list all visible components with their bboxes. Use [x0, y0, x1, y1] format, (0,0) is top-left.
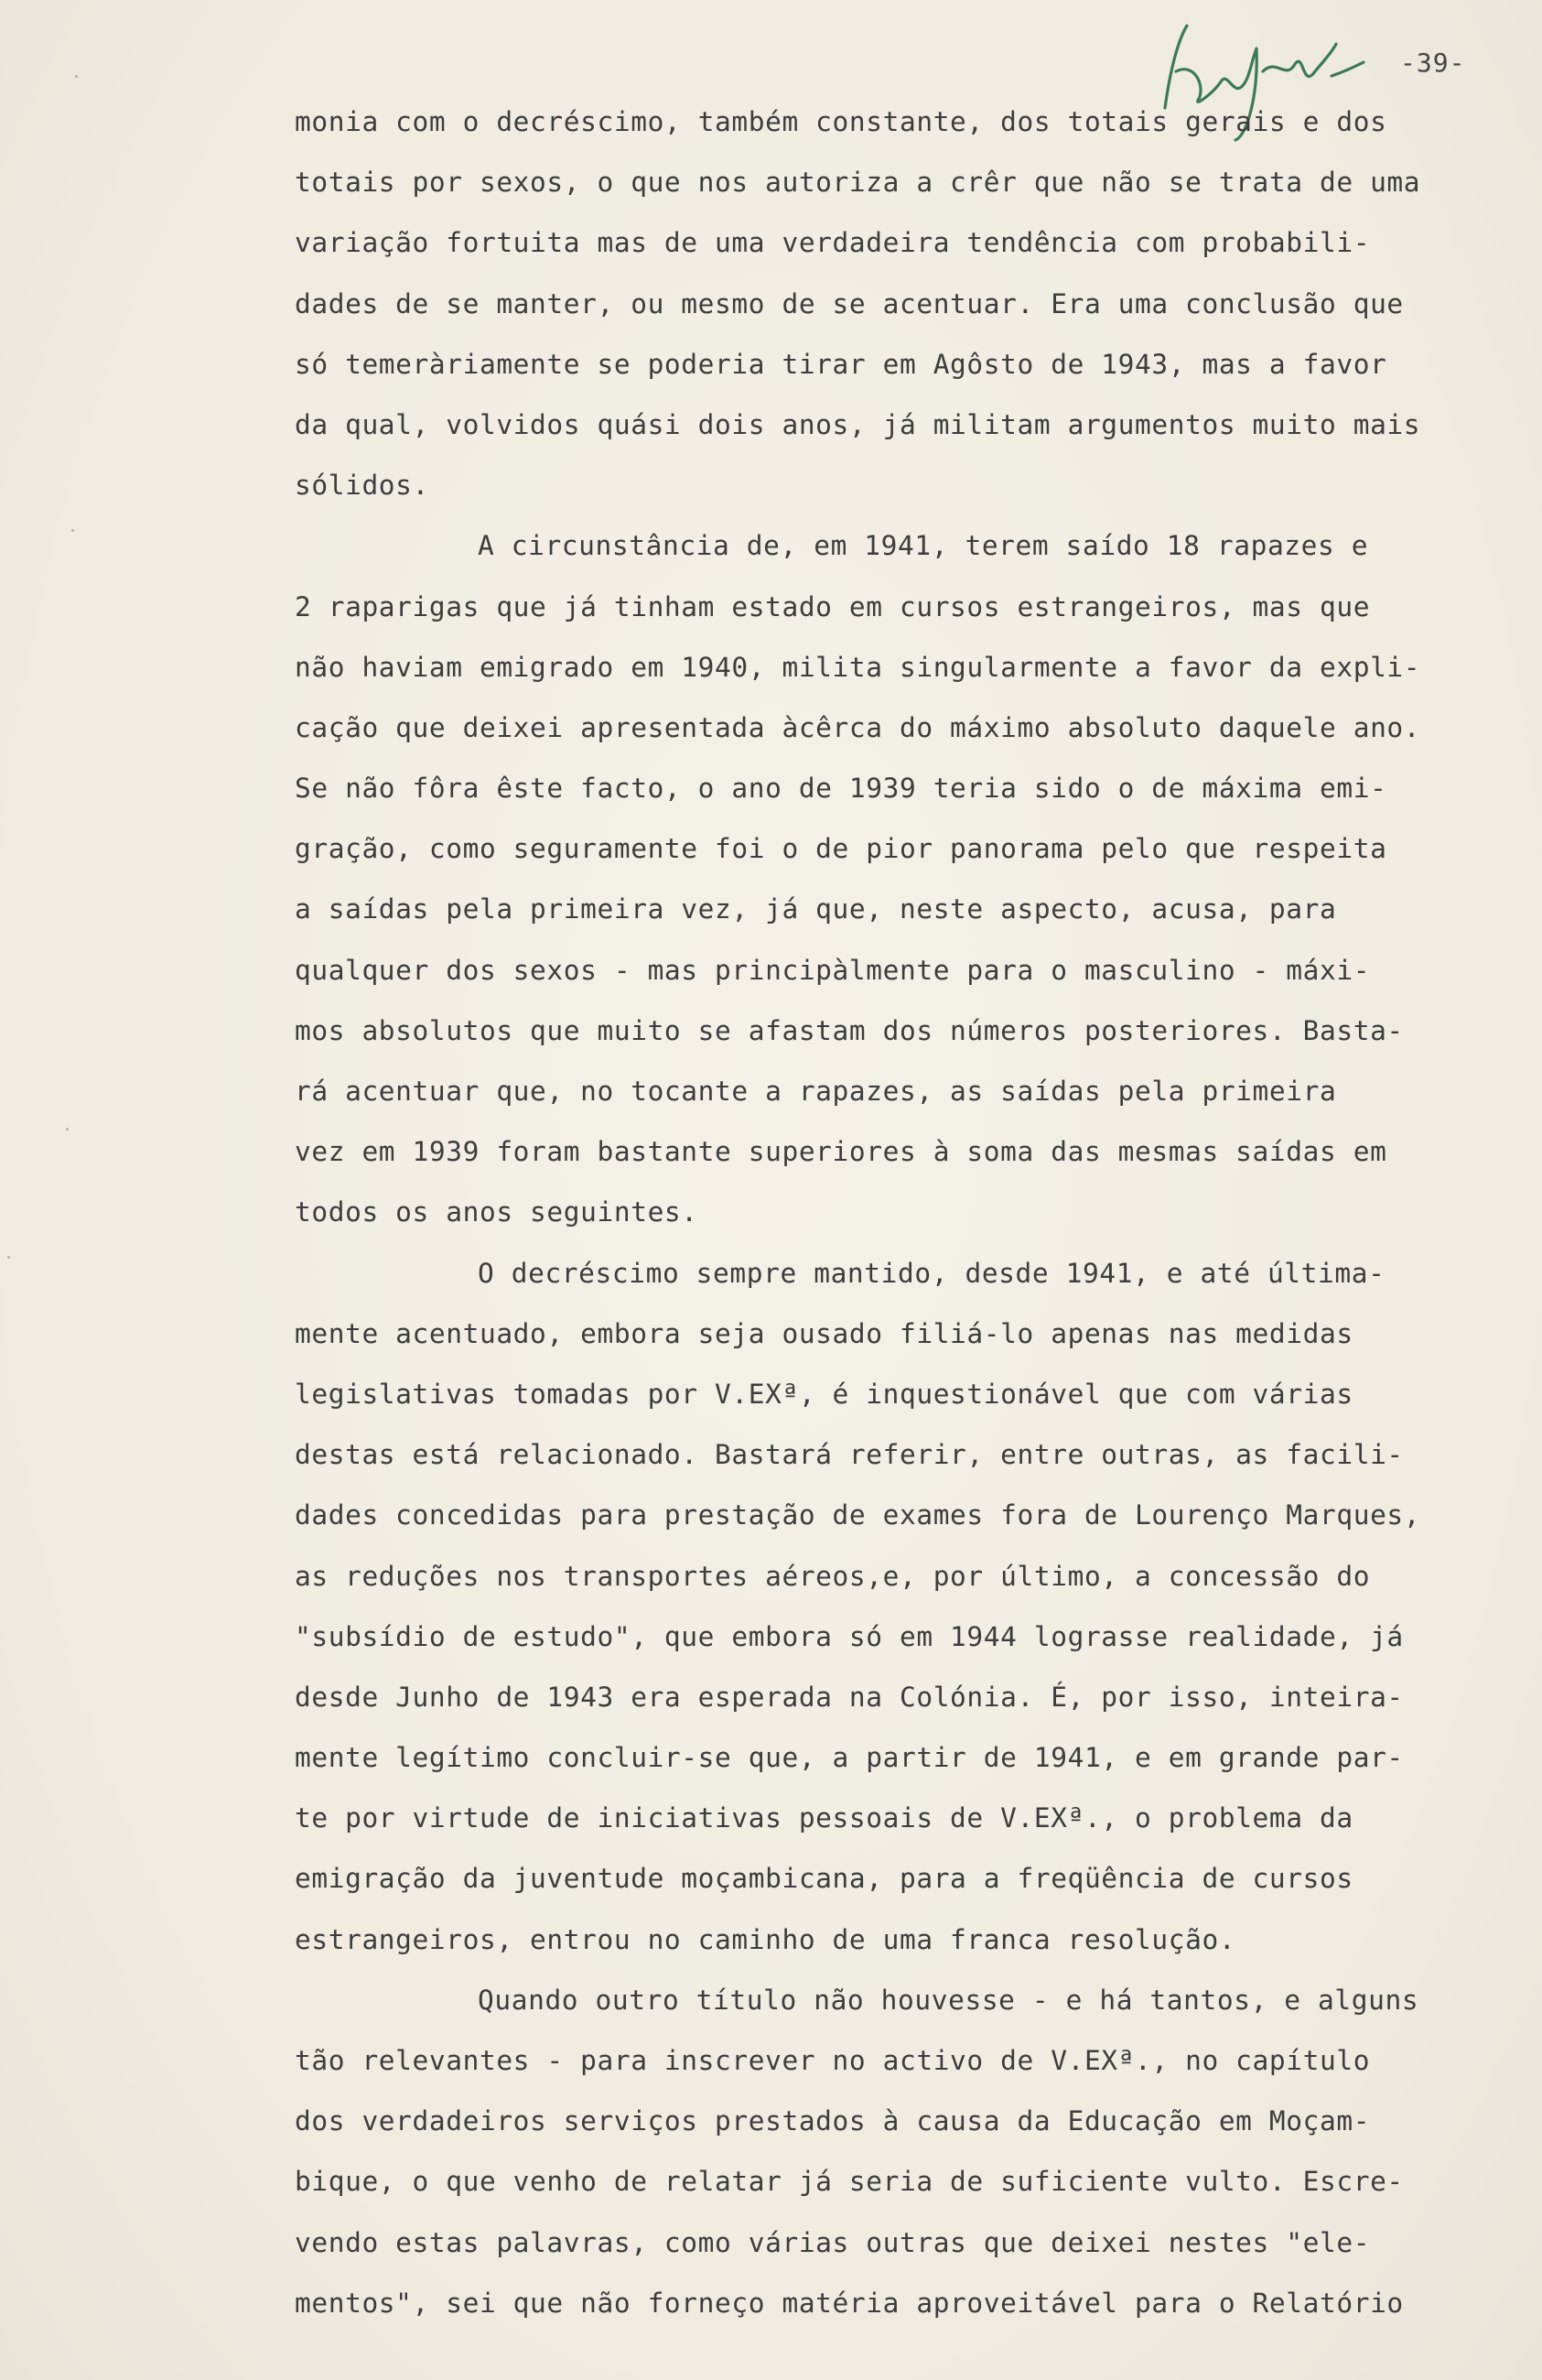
- text-line: Quando outro título não houvesse - e há tantos, e alguns: [478, 1984, 1419, 2016]
- text-line: só temeràriamente se poderia tirar em Agôsto de 1943, mas a favor: [295, 348, 1387, 380]
- text-line: emigração da juventude moçambicana, para a freqüência de cursos: [295, 1863, 1353, 1895]
- text-line: estrangeiros, entrou no caminho de uma franca resolução.: [295, 1923, 1236, 1955]
- text-line: mente legítimo concluir-se que, a partir de 1941, e em grande par-: [295, 1742, 1404, 1774]
- text-line: sólidos.: [295, 470, 429, 502]
- text-line: mos absolutos que muito se afastam dos números posteriores. Basta-: [295, 1014, 1404, 1046]
- text-line: a saídas pela primeira vez, já que, neste aspecto, acusa, para: [295, 893, 1337, 925]
- paper-speck: [7, 1256, 10, 1259]
- text-line: não haviam emigrado em 1940, milita singularmente a favor da expli-: [295, 651, 1421, 683]
- text-line: mente acentuado, embora seja ousado filiá-lo apenas nas medidas: [295, 1317, 1353, 1349]
- text-line: vez em 1939 foram bastante superiores à soma das mesmas saídas em: [295, 1136, 1387, 1168]
- text-line: A circunstância de, em 1941, terem saído 18 rapazes e: [478, 530, 1369, 562]
- text-line: "subsídio de estudo", que embora só em 1944 lograsse realidade, já: [295, 1620, 1404, 1652]
- paper-speck: [66, 1128, 69, 1130]
- paragraph-4: [295, 1970, 1526, 2333]
- text-line: Se não fôra êste facto, o ano de 1939 teria sido o de máxima emi-: [295, 773, 1387, 805]
- text-line: bique, o que venho de relatar já seria de suficiente vulto. Escre-: [295, 2166, 1404, 2198]
- text-line: te por virtude de iniciativas pessoais de V.EXª., o problema da: [295, 1802, 1353, 1834]
- text-line: legislativas tomadas por V.EXª, é inquestionável que com várias: [295, 1378, 1353, 1410]
- text-line: dades de se manter, ou mesmo de se acentuar. Era uma conclusão que: [295, 287, 1404, 319]
- page-number: -39-: [1400, 48, 1466, 78]
- text-line: vendo estas palavras, como várias outras que deixei nestes "ele-: [295, 2226, 1371, 2258]
- paper-speck: [71, 529, 74, 532]
- text-line: todos os anos seguintes.: [295, 1196, 698, 1228]
- body-text: [295, 92, 1526, 2333]
- text-line: variação fortuita mas de uma verdadeira tendência com probabili-: [295, 227, 1371, 259]
- text-line: tão relevantes - para inscrever no activo de V.EXª., no capítulo: [295, 2045, 1371, 2076]
- text-line: destas está relacionado. Bastará referir, entre outras, as facili-: [295, 1439, 1404, 1471]
- text-line: da qual, volvidos quási dois anos, já militam argumentos muito mais: [295, 408, 1421, 440]
- text-line: cação que deixei apresentada àcêrca do máximo absoluto daquele ano.: [295, 711, 1421, 743]
- text-line: dos verdadeiros serviços prestados à causa da Educação em Moçam-: [295, 2105, 1371, 2137]
- text-line: gração, como seguramente foi o de pior panorama pelo que respeita: [295, 833, 1387, 865]
- paragraph-2: [295, 515, 1526, 1242]
- text-line: qualquer dos sexos - mas principàlmente para o masculino - máxi-: [295, 954, 1371, 986]
- paragraph-3: [295, 1243, 1526, 1970]
- text-line: 2 raparigas que já tinham estado em cursos estrangeiros, mas que: [295, 590, 1371, 622]
- text-line: totais por sexos, o que nos autoriza a crêr que não se trata de uma: [295, 167, 1421, 199]
- text-line: desde Junho de 1943 era esperada na Colónia. É, por isso, inteira-: [295, 1681, 1404, 1713]
- paper-speck: [75, 75, 78, 78]
- paragraph-1: [295, 92, 1526, 515]
- text-line: dades concedidas para prestação de exames fora de Lourenço Marques,: [295, 1499, 1421, 1531]
- text-line: monia com o decréscimo, também constante, dos totais gerais e dos: [295, 106, 1387, 137]
- text-line: O decréscimo sempre mantido, desde 1941, e até última-: [478, 1257, 1386, 1289]
- text-line: rá acentuar que, no tocante a rapazes, as saídas pela primeira: [295, 1076, 1337, 1107]
- text-line: as reduções nos transportes aéreos,e, por último, a concessão do: [295, 1560, 1371, 1592]
- text-line: mentos", sei que não forneço matéria aproveitável para o Relatório: [295, 2287, 1404, 2319]
